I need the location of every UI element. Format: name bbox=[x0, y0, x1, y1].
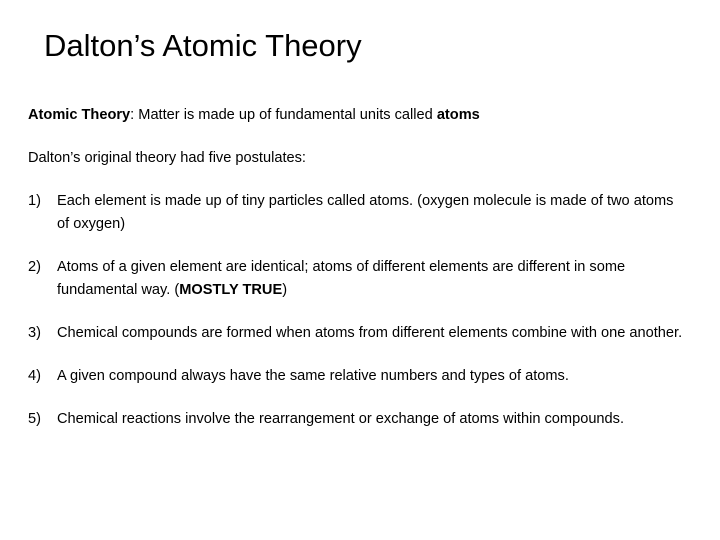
postulate-number: 2) bbox=[28, 259, 41, 275]
postulate-number: 5) bbox=[28, 411, 41, 427]
postulate-item bbox=[28, 408, 688, 431]
definition-separator: : bbox=[130, 107, 135, 123]
postulate-text-end: ) bbox=[282, 282, 288, 298]
postulate-item bbox=[28, 190, 688, 236]
postulate-emphasis: MOSTLY TRUE bbox=[179, 282, 283, 298]
slide-body bbox=[28, 104, 688, 451]
postulate-text: Atoms of a given element are identical; atoms of different elements are different in some fundamental way. ( bbox=[57, 259, 626, 298]
postulate-list bbox=[28, 190, 688, 431]
postulate-item bbox=[28, 322, 688, 345]
definition-text: Matter is made up of fundamental units called bbox=[134, 107, 437, 123]
postulate-text: Chemical compounds are formed when atoms from different elements combine with one another. bbox=[57, 325, 683, 341]
postulate-number: 1) bbox=[28, 193, 41, 209]
postulate-number: 4) bbox=[28, 368, 41, 384]
postulate-item bbox=[28, 256, 688, 302]
postulate-text: Each element is made up of tiny particles called atoms. (oxygen molecule is made of two atoms of oxygen) bbox=[57, 193, 674, 232]
intro-line: Dalton’s original theory had five postulates: bbox=[28, 150, 306, 166]
definition-line bbox=[28, 104, 688, 127]
postulate-item bbox=[28, 365, 688, 388]
definition-term: Atomic Theory bbox=[28, 107, 131, 123]
slide-title: Dalton’s Atomic Theory bbox=[44, 28, 362, 63]
postulate-text-wrap bbox=[57, 256, 688, 302]
postulate-number: 3) bbox=[28, 325, 41, 341]
postulate-text: A given compound always have the same relative numbers and types of atoms. bbox=[57, 368, 569, 384]
definition-keyword: atoms bbox=[436, 107, 480, 123]
postulate-text: Chemical reactions involve the rearrangement or exchange of atoms within compounds. bbox=[57, 411, 625, 427]
